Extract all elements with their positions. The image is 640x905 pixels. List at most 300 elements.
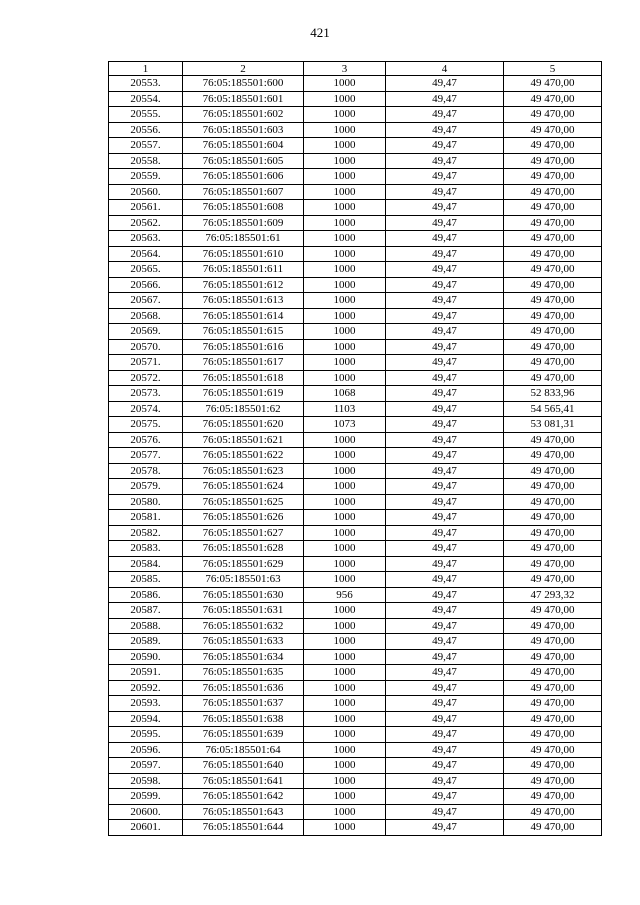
rate-cell: 49,47 [386, 820, 504, 836]
row-number-cell: 20600. [109, 804, 183, 820]
area-cell: 1000 [304, 262, 386, 278]
row-number-cell: 20582. [109, 525, 183, 541]
row-number-cell: 20581. [109, 510, 183, 526]
table-row [109, 711, 602, 727]
rate-cell: 49,47 [386, 804, 504, 820]
cadastral-number-cell: 76:05:185501:644 [183, 820, 304, 836]
area-cell: 1000 [304, 91, 386, 107]
area-cell: 1000 [304, 479, 386, 495]
table-row [109, 463, 602, 479]
row-number-cell: 20556. [109, 122, 183, 138]
area-cell: 1000 [304, 727, 386, 743]
cadastral-number-cell: 76:05:185501:609 [183, 215, 304, 231]
area-cell: 1000 [304, 773, 386, 789]
table-row [109, 107, 602, 123]
area-cell: 1000 [304, 184, 386, 200]
rate-cell: 49,47 [386, 401, 504, 417]
area-cell: 1000 [304, 680, 386, 696]
table-row [109, 370, 602, 386]
cadastral-number-cell: 76:05:185501:620 [183, 417, 304, 433]
rate-cell: 49,47 [386, 510, 504, 526]
area-cell: 1000 [304, 370, 386, 386]
area-cell: 1068 [304, 386, 386, 402]
amount-cell: 49 470,00 [504, 76, 602, 92]
table-row [109, 231, 602, 247]
amount-cell: 49 470,00 [504, 107, 602, 123]
rate-cell: 49,47 [386, 107, 504, 123]
amount-cell: 49 470,00 [504, 711, 602, 727]
area-cell: 1000 [304, 525, 386, 541]
area-cell: 1000 [304, 122, 386, 138]
area-cell: 1000 [304, 463, 386, 479]
area-cell: 1000 [304, 339, 386, 355]
cadastral-number-cell: 76:05:185501:612 [183, 277, 304, 293]
table-row [109, 804, 602, 820]
rate-cell: 49,47 [386, 184, 504, 200]
rate-cell: 49,47 [386, 169, 504, 185]
area-cell: 1000 [304, 820, 386, 836]
table-row [109, 324, 602, 340]
amount-cell: 49 470,00 [504, 665, 602, 681]
amount-cell: 49 470,00 [504, 246, 602, 262]
cadastral-number-cell: 76:05:185501:600 [183, 76, 304, 92]
cadastral-number-cell: 76:05:185501:631 [183, 603, 304, 619]
row-number-cell: 20563. [109, 231, 183, 247]
row-number-cell: 20555. [109, 107, 183, 123]
area-cell: 1000 [304, 231, 386, 247]
area-cell: 1000 [304, 76, 386, 92]
row-number-cell: 20592. [109, 680, 183, 696]
table-row [109, 432, 602, 448]
area-cell: 1000 [304, 200, 386, 216]
area-cell: 1000 [304, 665, 386, 681]
amount-cell: 49 470,00 [504, 91, 602, 107]
cadastral-number-cell: 76:05:185501:604 [183, 138, 304, 154]
area-cell: 1000 [304, 572, 386, 588]
cadastral-number-cell: 76:05:185501:640 [183, 758, 304, 774]
column-header-5: 5 [504, 62, 602, 76]
table-row [109, 355, 602, 371]
area-cell: 1000 [304, 804, 386, 820]
amount-cell: 49 470,00 [504, 339, 602, 355]
row-number-cell: 20585. [109, 572, 183, 588]
cadastral-number-cell: 76:05:185501:635 [183, 665, 304, 681]
rate-cell: 49,47 [386, 634, 504, 650]
data-table [108, 61, 602, 836]
row-number-cell: 20560. [109, 184, 183, 200]
row-number-cell: 20567. [109, 293, 183, 309]
cadastral-number-cell: 76:05:185501:617 [183, 355, 304, 371]
table-row [109, 727, 602, 743]
area-cell: 1000 [304, 293, 386, 309]
rate-cell: 49,47 [386, 432, 504, 448]
row-number-cell: 20557. [109, 138, 183, 154]
row-number-cell: 20553. [109, 76, 183, 92]
rate-cell: 49,47 [386, 773, 504, 789]
rate-cell: 49,47 [386, 277, 504, 293]
cadastral-number-cell: 76:05:185501:621 [183, 432, 304, 448]
area-cell: 1000 [304, 758, 386, 774]
amount-cell: 49 470,00 [504, 618, 602, 634]
area-cell: 1000 [304, 246, 386, 262]
table-row [109, 556, 602, 572]
cadastral-number-cell: 76:05:185501:614 [183, 308, 304, 324]
amount-cell: 49 470,00 [504, 200, 602, 216]
rate-cell: 49,47 [386, 448, 504, 464]
rate-cell: 49,47 [386, 386, 504, 402]
rate-cell: 49,47 [386, 742, 504, 758]
row-number-cell: 20599. [109, 789, 183, 805]
page-number: 421 [310, 25, 330, 40]
amount-cell: 49 470,00 [504, 153, 602, 169]
table-row [109, 169, 602, 185]
row-number-cell: 20586. [109, 587, 183, 603]
row-number-cell: 20578. [109, 463, 183, 479]
area-cell: 1000 [304, 432, 386, 448]
amount-cell: 49 470,00 [504, 324, 602, 340]
area-cell: 1000 [304, 649, 386, 665]
table-row [109, 603, 602, 619]
rate-cell: 49,47 [386, 556, 504, 572]
table-row [109, 153, 602, 169]
row-number-cell: 20572. [109, 370, 183, 386]
row-number-cell: 20579. [109, 479, 183, 495]
cadastral-number-cell: 76:05:185501:633 [183, 634, 304, 650]
table-row [109, 773, 602, 789]
amount-cell: 49 470,00 [504, 541, 602, 557]
amount-cell: 49 470,00 [504, 293, 602, 309]
rate-cell: 49,47 [386, 618, 504, 634]
area-cell: 1000 [304, 618, 386, 634]
table-row [109, 572, 602, 588]
rate-cell: 49,47 [386, 76, 504, 92]
amount-cell: 49 470,00 [504, 804, 602, 820]
table-row [109, 277, 602, 293]
area-cell: 1000 [304, 138, 386, 154]
amount-cell: 49 470,00 [504, 556, 602, 572]
row-number-cell: 20564. [109, 246, 183, 262]
row-number-cell: 20590. [109, 649, 183, 665]
row-number-cell: 20591. [109, 665, 183, 681]
cadastral-number-cell: 76:05:185501:603 [183, 122, 304, 138]
amount-cell: 49 470,00 [504, 758, 602, 774]
rate-cell: 49,47 [386, 494, 504, 510]
area-cell: 1000 [304, 556, 386, 572]
rate-cell: 49,47 [386, 463, 504, 479]
amount-cell: 49 470,00 [504, 262, 602, 278]
area-cell: 1073 [304, 417, 386, 433]
cadastral-number-cell: 76:05:185501:624 [183, 479, 304, 495]
rate-cell: 49,47 [386, 696, 504, 712]
amount-cell: 49 470,00 [504, 649, 602, 665]
amount-cell: 49 470,00 [504, 138, 602, 154]
amount-cell: 49 470,00 [504, 277, 602, 293]
table-row [109, 293, 602, 309]
table-row [109, 215, 602, 231]
area-cell: 1000 [304, 215, 386, 231]
rate-cell: 49,47 [386, 541, 504, 557]
row-number-cell: 20558. [109, 153, 183, 169]
cadastral-number-cell: 76:05:185501:611 [183, 262, 304, 278]
rate-cell: 49,47 [386, 789, 504, 805]
table-header [109, 62, 602, 76]
cadastral-number-cell: 76:05:185501:62 [183, 401, 304, 417]
area-cell: 1000 [304, 789, 386, 805]
row-number-cell: 20575. [109, 417, 183, 433]
amount-cell: 49 470,00 [504, 773, 602, 789]
row-number-cell: 20598. [109, 773, 183, 789]
row-number-cell: 20562. [109, 215, 183, 231]
area-cell: 1000 [304, 494, 386, 510]
area-cell: 1000 [304, 355, 386, 371]
area-cell: 1000 [304, 107, 386, 123]
row-number-cell: 20561. [109, 200, 183, 216]
area-cell: 1000 [304, 603, 386, 619]
row-number-cell: 20594. [109, 711, 183, 727]
table-row [109, 448, 602, 464]
cadastral-number-cell: 76:05:185501:637 [183, 696, 304, 712]
table-row [109, 525, 602, 541]
row-number-cell: 20597. [109, 758, 183, 774]
table-row [109, 541, 602, 557]
table-row [109, 339, 602, 355]
table-row [109, 246, 602, 262]
cadastral-number-cell: 76:05:185501:639 [183, 727, 304, 743]
cadastral-number-cell: 76:05:185501:610 [183, 246, 304, 262]
area-cell: 1000 [304, 153, 386, 169]
cadastral-number-cell: 76:05:185501:641 [183, 773, 304, 789]
cadastral-number-cell: 76:05:185501:632 [183, 618, 304, 634]
cadastral-number-cell: 76:05:185501:602 [183, 107, 304, 123]
rate-cell: 49,47 [386, 665, 504, 681]
rate-cell: 49,47 [386, 727, 504, 743]
table-row [109, 138, 602, 154]
rate-cell: 49,47 [386, 246, 504, 262]
amount-cell: 49 470,00 [504, 215, 602, 231]
area-cell: 1000 [304, 742, 386, 758]
row-number-cell: 20593. [109, 696, 183, 712]
rate-cell: 49,47 [386, 417, 504, 433]
rate-cell: 49,47 [386, 370, 504, 386]
row-number-cell: 20589. [109, 634, 183, 650]
area-cell: 1000 [304, 324, 386, 340]
rate-cell: 49,47 [386, 91, 504, 107]
row-number-cell: 20559. [109, 169, 183, 185]
cadastral-number-cell: 76:05:185501:619 [183, 386, 304, 402]
rate-cell: 49,47 [386, 711, 504, 727]
cadastral-number-cell: 76:05:185501:642 [183, 789, 304, 805]
column-header-4: 4 [386, 62, 504, 76]
table-row [109, 386, 602, 402]
amount-cell: 49 470,00 [504, 432, 602, 448]
row-number-cell: 20587. [109, 603, 183, 619]
amount-cell: 49 470,00 [504, 696, 602, 712]
table-row [109, 200, 602, 216]
area-cell: 1000 [304, 308, 386, 324]
amount-cell: 49 470,00 [504, 680, 602, 696]
rate-cell: 49,47 [386, 339, 504, 355]
area-cell: 1000 [304, 169, 386, 185]
row-number-cell: 20566. [109, 277, 183, 293]
cadastral-number-cell: 76:05:185501:634 [183, 649, 304, 665]
row-number-cell: 20570. [109, 339, 183, 355]
amount-cell: 54 565,41 [504, 401, 602, 417]
amount-cell: 49 470,00 [504, 355, 602, 371]
table-row [109, 479, 602, 495]
amount-cell: 49 470,00 [504, 463, 602, 479]
amount-cell: 53 081,31 [504, 417, 602, 433]
rate-cell: 49,47 [386, 122, 504, 138]
amount-cell: 49 470,00 [504, 603, 602, 619]
cadastral-number-cell: 76:05:185501:605 [183, 153, 304, 169]
row-number-cell: 20580. [109, 494, 183, 510]
table-row [109, 262, 602, 278]
rate-cell: 49,47 [386, 293, 504, 309]
table-row [109, 696, 602, 712]
row-number-cell: 20574. [109, 401, 183, 417]
cadastral-number-cell: 76:05:185501:64 [183, 742, 304, 758]
amount-cell: 49 470,00 [504, 727, 602, 743]
cadastral-number-cell: 76:05:185501:616 [183, 339, 304, 355]
rate-cell: 49,47 [386, 572, 504, 588]
rate-cell: 49,47 [386, 758, 504, 774]
cadastral-number-cell: 76:05:185501:625 [183, 494, 304, 510]
cadastral-number-cell: 76:05:185501:630 [183, 587, 304, 603]
rate-cell: 49,47 [386, 587, 504, 603]
table-row [109, 820, 602, 836]
amount-cell: 49 470,00 [504, 510, 602, 526]
header-row [109, 62, 602, 76]
amount-cell: 49 470,00 [504, 370, 602, 386]
table-row [109, 308, 602, 324]
rate-cell: 49,47 [386, 649, 504, 665]
area-cell: 1000 [304, 277, 386, 293]
cadastral-number-cell: 76:05:185501:601 [183, 91, 304, 107]
row-number-cell: 20576. [109, 432, 183, 448]
row-number-cell: 20577. [109, 448, 183, 464]
area-cell: 1000 [304, 510, 386, 526]
area-cell: 1103 [304, 401, 386, 417]
column-header-3: 3 [304, 62, 386, 76]
amount-cell: 49 470,00 [504, 448, 602, 464]
table-row [109, 649, 602, 665]
rate-cell: 49,47 [386, 479, 504, 495]
rate-cell: 49,47 [386, 308, 504, 324]
rate-cell: 49,47 [386, 231, 504, 247]
cadastral-number-cell: 76:05:185501:643 [183, 804, 304, 820]
cadastral-number-cell: 76:05:185501:61 [183, 231, 304, 247]
amount-cell: 49 470,00 [504, 820, 602, 836]
amount-cell: 47 293,32 [504, 587, 602, 603]
table-row [109, 758, 602, 774]
amount-cell: 52 833,96 [504, 386, 602, 402]
amount-cell: 49 470,00 [504, 122, 602, 138]
cadastral-number-cell: 76:05:185501:628 [183, 541, 304, 557]
table-row [109, 184, 602, 200]
cadastral-number-cell: 76:05:185501:618 [183, 370, 304, 386]
column-header-2: 2 [183, 62, 304, 76]
table-row [109, 742, 602, 758]
amount-cell: 49 470,00 [504, 525, 602, 541]
area-cell: 1000 [304, 448, 386, 464]
rate-cell: 49,47 [386, 324, 504, 340]
row-number-cell: 20601. [109, 820, 183, 836]
area-cell: 1000 [304, 711, 386, 727]
table-row [109, 680, 602, 696]
amount-cell: 49 470,00 [504, 742, 602, 758]
amount-cell: 49 470,00 [504, 308, 602, 324]
row-number-cell: 20588. [109, 618, 183, 634]
rate-cell: 49,47 [386, 525, 504, 541]
row-number-cell: 20569. [109, 324, 183, 340]
amount-cell: 49 470,00 [504, 634, 602, 650]
rate-cell: 49,47 [386, 200, 504, 216]
rate-cell: 49,47 [386, 603, 504, 619]
row-number-cell: 20554. [109, 91, 183, 107]
row-number-cell: 20583. [109, 541, 183, 557]
row-number-cell: 20595. [109, 727, 183, 743]
table-body [109, 76, 602, 836]
row-number-cell: 20565. [109, 262, 183, 278]
row-number-cell: 20571. [109, 355, 183, 371]
table-row [109, 665, 602, 681]
cadastral-number-cell: 76:05:185501:615 [183, 324, 304, 340]
amount-cell: 49 470,00 [504, 231, 602, 247]
cadastral-number-cell: 76:05:185501:608 [183, 200, 304, 216]
cadastral-number-cell: 76:05:185501:63 [183, 572, 304, 588]
cadastral-number-cell: 76:05:185501:606 [183, 169, 304, 185]
table-row [109, 122, 602, 138]
table-row [109, 789, 602, 805]
table-row [109, 618, 602, 634]
rate-cell: 49,47 [386, 262, 504, 278]
amount-cell: 49 470,00 [504, 494, 602, 510]
rate-cell: 49,47 [386, 153, 504, 169]
table-row [109, 76, 602, 92]
amount-cell: 49 470,00 [504, 479, 602, 495]
cadastral-number-cell: 76:05:185501:613 [183, 293, 304, 309]
area-cell: 1000 [304, 696, 386, 712]
column-header-1: 1 [109, 62, 183, 76]
cadastral-number-cell: 76:05:185501:626 [183, 510, 304, 526]
table-row [109, 510, 602, 526]
cadastral-number-cell: 76:05:185501:622 [183, 448, 304, 464]
table-row [109, 417, 602, 433]
amount-cell: 49 470,00 [504, 789, 602, 805]
amount-cell: 49 470,00 [504, 572, 602, 588]
amount-cell: 49 470,00 [504, 169, 602, 185]
rate-cell: 49,47 [386, 680, 504, 696]
table-row [109, 587, 602, 603]
cadastral-number-cell: 76:05:185501:623 [183, 463, 304, 479]
row-number-cell: 20573. [109, 386, 183, 402]
area-cell: 956 [304, 587, 386, 603]
area-cell: 1000 [304, 634, 386, 650]
data-table-container [108, 61, 601, 836]
rate-cell: 49,47 [386, 355, 504, 371]
cadastral-number-cell: 76:05:185501:629 [183, 556, 304, 572]
table-row [109, 634, 602, 650]
row-number-cell: 20596. [109, 742, 183, 758]
rate-cell: 49,47 [386, 138, 504, 154]
cadastral-number-cell: 76:05:185501:607 [183, 184, 304, 200]
table-row [109, 401, 602, 417]
cadastral-number-cell: 76:05:185501:636 [183, 680, 304, 696]
table-row [109, 494, 602, 510]
table-row [109, 91, 602, 107]
rate-cell: 49,47 [386, 215, 504, 231]
cadastral-number-cell: 76:05:185501:627 [183, 525, 304, 541]
